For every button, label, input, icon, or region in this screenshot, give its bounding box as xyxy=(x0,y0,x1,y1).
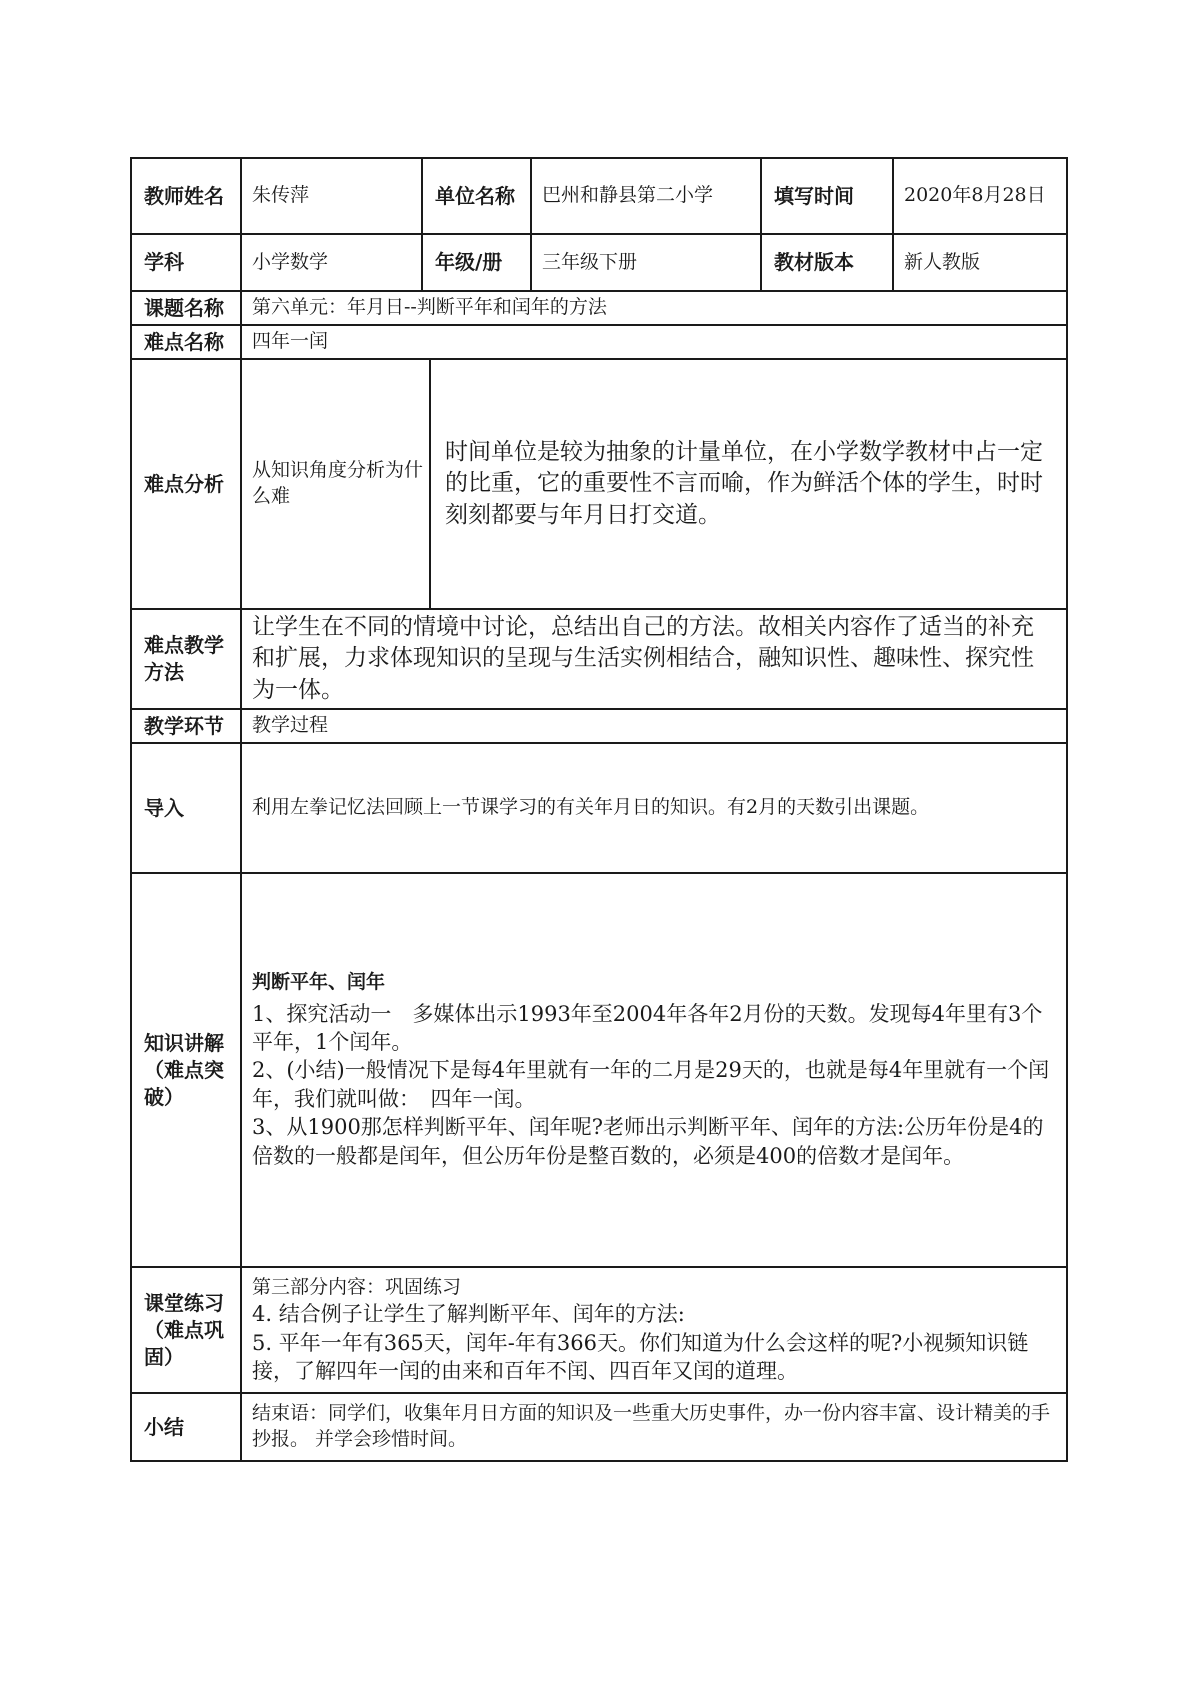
explain-heading: 判断平年、闰年 xyxy=(252,971,386,994)
row-teacher-info xyxy=(131,158,1067,234)
practice-content xyxy=(241,1267,1067,1393)
explain-paragraph-3: 3、从1900那怎样判断平年、闰年呢?老师出示判断平年、闰年的方法:公历年份是4的倍数的一般都是闰年，但公历年份是整百数的，必须是400的倍数才是闰年。 xyxy=(252,1115,1044,1168)
row-practice xyxy=(131,1267,1067,1393)
practice-line-1: 第三部分内容：巩固练习 xyxy=(252,1275,462,1298)
row-difficulty xyxy=(131,325,1067,359)
analysis-text: 时间单位是较为抽象的计量单位，在小学数学教材中占一定的比重，它的重要性不言而喻，作为鲜活个体的学生，时时刻刻都要与年月日打交道。 xyxy=(445,439,1043,528)
edition-label: 教材版本 xyxy=(761,234,893,291)
row-explain xyxy=(131,873,1067,1267)
subject-label: 学科 xyxy=(131,234,241,291)
practice-line-2: 4. 结合例子让学生了解判断平年、闰年的方法: xyxy=(252,1302,685,1327)
practice-line-3: 5. 平年一年有365天，闰年-年有366天。你们知道为什么会这样的呢?小视频知识链接，了解四年一闰的由来和百年不闰、四百年又闰的道理。 xyxy=(252,1330,1029,1383)
unit-label: 单位名称 xyxy=(422,158,531,234)
analysis-content xyxy=(241,359,1067,609)
topic-label: 课题名称 xyxy=(131,291,241,325)
intro-text: 利用左拳记忆法回顾上一节课学习的有关年月日的知识。有2月的天数引出课题。 xyxy=(241,743,1067,873)
teacher-label: 教师姓名 xyxy=(131,158,241,234)
date-label: 填写时间 xyxy=(761,158,893,234)
stage-label: 教学环节 xyxy=(131,709,241,743)
explain-paragraph-2: 2、(小结)一般情况下是每4年里就有一年的二月是29天的，也就是每4年里就有一个闰年，我们就叫做： 四年一闰。 xyxy=(252,1058,1050,1111)
method-text: 让学生在不同的情境中讨论，总结出自己的方法。故相关内容作了适当的补充和扩展，力求体现知识的呈现与生活实例相结合，融知识性、趣味性、探究性为一体。 xyxy=(241,609,1067,709)
row-method xyxy=(131,609,1067,709)
analysis-sub-label: 从知识角度分析为什么难 xyxy=(242,360,430,608)
analysis-label: 难点分析 xyxy=(131,359,241,609)
explain-content xyxy=(241,873,1067,1267)
analysis-inner-table xyxy=(242,360,1066,608)
row-analysis xyxy=(131,359,1067,609)
row-summary xyxy=(131,1393,1067,1461)
subject-value: 小学数学 xyxy=(241,234,422,291)
explain-label: 知识讲解（难点突破） xyxy=(131,873,241,1267)
grade-value: 三年级下册 xyxy=(531,234,761,291)
row-topic xyxy=(131,291,1067,325)
teacher-name: 朱传萍 xyxy=(241,158,422,234)
lesson-plan-table xyxy=(130,157,1068,1462)
edition-value: 新人教版 xyxy=(893,234,1067,291)
explain-paragraph-1: 1、探究活动一 多媒体出示1993年至2004年各年2月份的天数。发现每4年里有3个平年，1个闰年。 xyxy=(252,1001,1043,1055)
method-label: 难点教学方法 xyxy=(131,609,241,709)
intro-label: 导入 xyxy=(131,743,241,873)
row-stage xyxy=(131,709,1067,743)
row-subject-info xyxy=(131,234,1067,291)
unit-name: 巴州和静县第二小学 xyxy=(531,158,761,234)
row-intro xyxy=(131,743,1067,873)
summary-text: 结束语：同学们，收集年月日方面的知识及一些重大历史事件，办一份内容丰富、设计精美的手抄报。 并学会珍惜时间。 xyxy=(241,1393,1067,1461)
stage-value: 教学过程 xyxy=(241,709,1067,743)
summary-label: 小结 xyxy=(131,1393,241,1461)
difficulty-label: 难点名称 xyxy=(131,325,241,359)
difficulty-value: 四年一闰 xyxy=(241,325,1067,359)
fill-date: 2020年8月28日 xyxy=(893,158,1067,234)
grade-label: 年级/册 xyxy=(422,234,531,291)
topic-value: 第六单元：年月日--判断平年和闰年的方法 xyxy=(241,291,1067,325)
practice-label: 课堂练习（难点巩固） xyxy=(131,1267,241,1393)
